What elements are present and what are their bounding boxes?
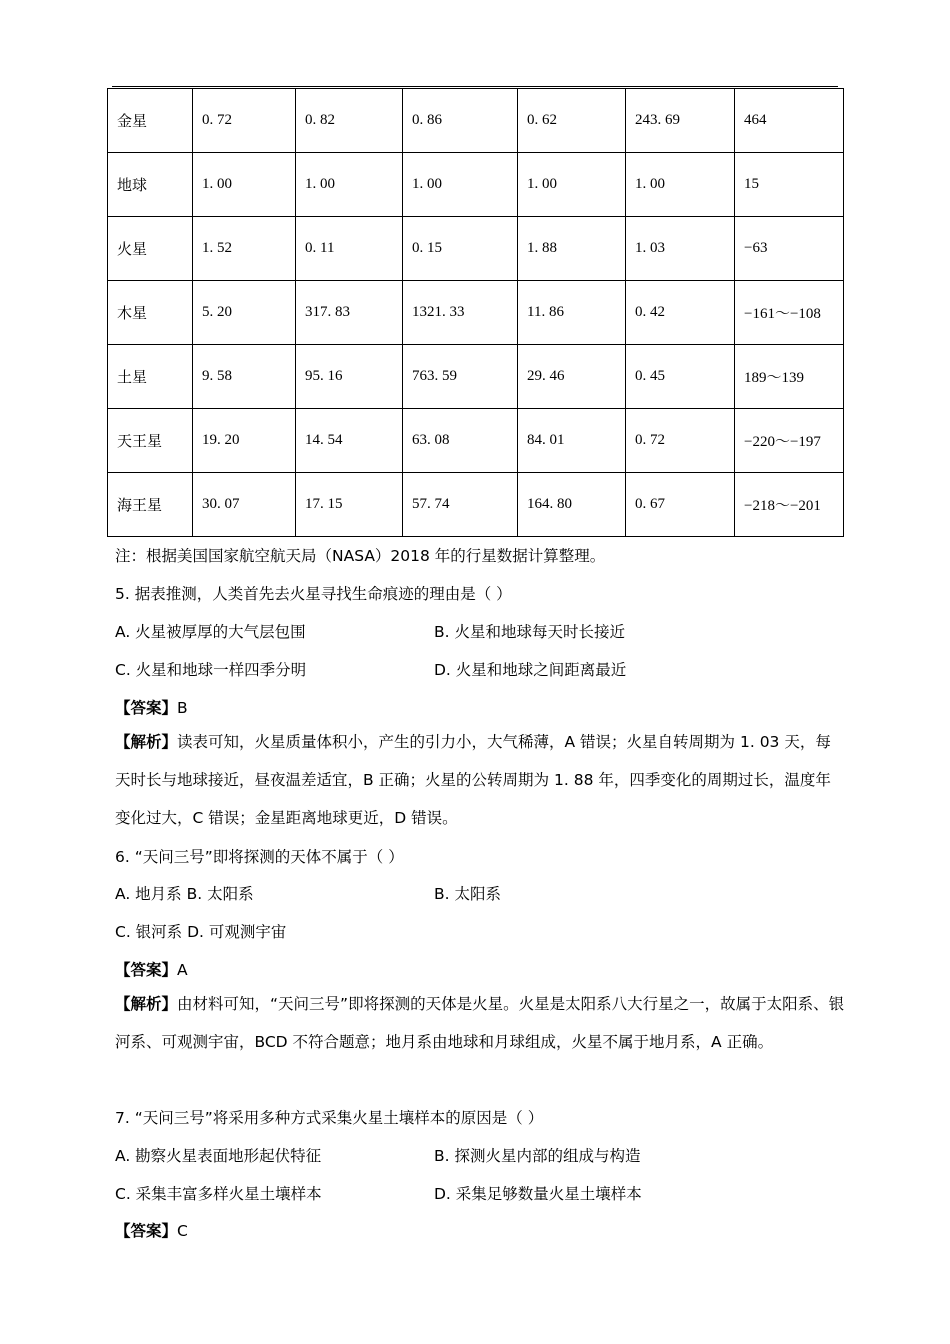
planet-name-cell: 海王星	[108, 473, 193, 537]
planet-name-cell: 土星	[108, 345, 193, 409]
table-cell: 1321. 33	[403, 281, 518, 345]
table-cell: 0. 62	[518, 89, 626, 153]
table-cell: 57. 74	[403, 473, 518, 537]
planet-name-cell: 木星	[108, 281, 193, 345]
table-cell: 95. 16	[296, 345, 403, 409]
q7-option-b: B. 探测火星内部的组成与构造	[434, 1147, 641, 1165]
table-note: 注：根据美国国家航空航天局（NASA）2018 年的行星数据计算整理。	[115, 547, 606, 565]
q5-answer-value: B	[177, 699, 188, 717]
table-cell: 0. 86	[403, 89, 518, 153]
q7-stem: 7. “天问三号”将采用多种方式采集火星土壤样本的原因是（ ）	[115, 1109, 544, 1127]
q7-option-a: A. 勘察火星表面地形起伏特征	[115, 1147, 322, 1165]
q7-answer-label: 【答案】	[115, 1222, 178, 1240]
table-cell: 0. 42	[626, 281, 735, 345]
table-body	[108, 89, 844, 537]
planet-name-cell: 天王星	[108, 409, 193, 473]
header-rule	[112, 86, 838, 87]
q5-analysis-text: 读表可知，火星质量体积小，产生的引力小，大气稀薄，A 错误；火星自转周期为 1. 03 天，每天时长与地球接近，昼夜温差适宜，B 正确；火星的公转周期为 1. 88 年，四季变化的周期过长，温度年变化过大，C 错误；金星距离地球更近，D 错误。	[115, 733, 831, 827]
table-row	[108, 217, 844, 281]
q5-option-d: D. 火星和地球之间距离最近	[434, 661, 627, 679]
table-cell: −63	[735, 217, 844, 281]
planet-name-cell: 金星	[108, 89, 193, 153]
table-cell: 15	[735, 153, 844, 217]
table-cell: 243. 69	[626, 89, 735, 153]
table-cell: −218～−201	[735, 473, 844, 537]
table-cell: 9. 58	[193, 345, 296, 409]
table-row	[108, 281, 844, 345]
table-cell: 17. 15	[296, 473, 403, 537]
table-cell: −161～−108	[735, 281, 844, 345]
table-cell: 1. 00	[518, 153, 626, 217]
q7-answer	[115, 1219, 188, 1241]
table-cell: 464	[735, 89, 844, 153]
table-cell: 0. 72	[626, 409, 735, 473]
table-cell: 1. 52	[193, 217, 296, 281]
table-cell: 30. 07	[193, 473, 296, 537]
q6-analysis-label: 【解析】	[115, 995, 178, 1013]
planet-name-cell: 火星	[108, 217, 193, 281]
table-cell: 763. 59	[403, 345, 518, 409]
table-cell: 29. 46	[518, 345, 626, 409]
q6-stem: 6. “天问三号”即将探测的天体不属于（ ）	[115, 848, 404, 866]
table-row	[108, 409, 844, 473]
q6-analysis	[115, 985, 845, 1061]
q5-option-a: A. 火星被厚厚的大气层包围	[115, 623, 306, 641]
table-cell: 189～139	[735, 345, 844, 409]
q5-option-c: C. 火星和地球一样四季分明	[115, 661, 307, 679]
q5-analysis	[115, 723, 845, 837]
q6-option-a: A. 地月系 B. 太阳系	[115, 885, 254, 903]
table-cell: −220～−197	[735, 409, 844, 473]
q6-option-c: C. 银河系 D. 可观测宇宙	[115, 923, 287, 941]
table-row	[108, 473, 844, 537]
q5-option-b: B. 火星和地球每天时长接近	[434, 623, 625, 641]
planet-data-table	[107, 88, 844, 537]
planet-name-cell: 地球	[108, 153, 193, 217]
q7-option-c: C. 采集丰富多样火星土壤样本	[115, 1185, 322, 1203]
table-cell: 1. 00	[193, 153, 296, 217]
q6-answer	[115, 958, 188, 980]
table-cell: 0. 67	[626, 473, 735, 537]
table-cell: 1. 00	[403, 153, 518, 217]
table-cell: 0. 82	[296, 89, 403, 153]
q6-analysis-text: 由材料可知，“天问三号”即将探测的天体是火星。火星是太阳系八大行星之一，故属于太阳系、银河系、可观测宇宙，BCD 不符合题意；地月系由地球和月球组成，火星不属于地月系，A 正确。	[115, 995, 845, 1051]
table-cell: 0. 45	[626, 345, 735, 409]
table-cell: 1. 88	[518, 217, 626, 281]
q5-stem: 5. 据表推测，人类首先去火星寻找生命痕迹的理由是（ ）	[115, 585, 512, 603]
table-cell: 14. 54	[296, 409, 403, 473]
q6-option-b: B. 太阳系	[434, 885, 501, 903]
table-cell: 0. 15	[403, 217, 518, 281]
table-cell: 11. 86	[518, 281, 626, 345]
table-cell: 164. 80	[518, 473, 626, 537]
table-cell: 0. 72	[193, 89, 296, 153]
table-row	[108, 89, 844, 153]
table-cell: 1. 00	[296, 153, 403, 217]
table-cell: 317. 83	[296, 281, 403, 345]
q7-option-d: D. 采集足够数量火星土壤样本	[434, 1185, 642, 1203]
table-cell: 0. 11	[296, 217, 403, 281]
q6-answer-label: 【答案】	[115, 961, 178, 979]
table-cell: 1. 00	[626, 153, 735, 217]
q5-analysis-label: 【解析】	[115, 733, 178, 751]
table-cell: 19. 20	[193, 409, 296, 473]
table-cell: 84. 01	[518, 409, 626, 473]
q6-answer-value: A	[177, 961, 188, 979]
q5-answer	[115, 696, 188, 718]
table-cell: 5. 20	[193, 281, 296, 345]
q7-answer-value: C	[177, 1222, 188, 1240]
table-row	[108, 153, 844, 217]
table-cell: 63. 08	[403, 409, 518, 473]
table-row	[108, 345, 844, 409]
q5-answer-label: 【答案】	[115, 699, 178, 717]
table-cell: 1. 03	[626, 217, 735, 281]
